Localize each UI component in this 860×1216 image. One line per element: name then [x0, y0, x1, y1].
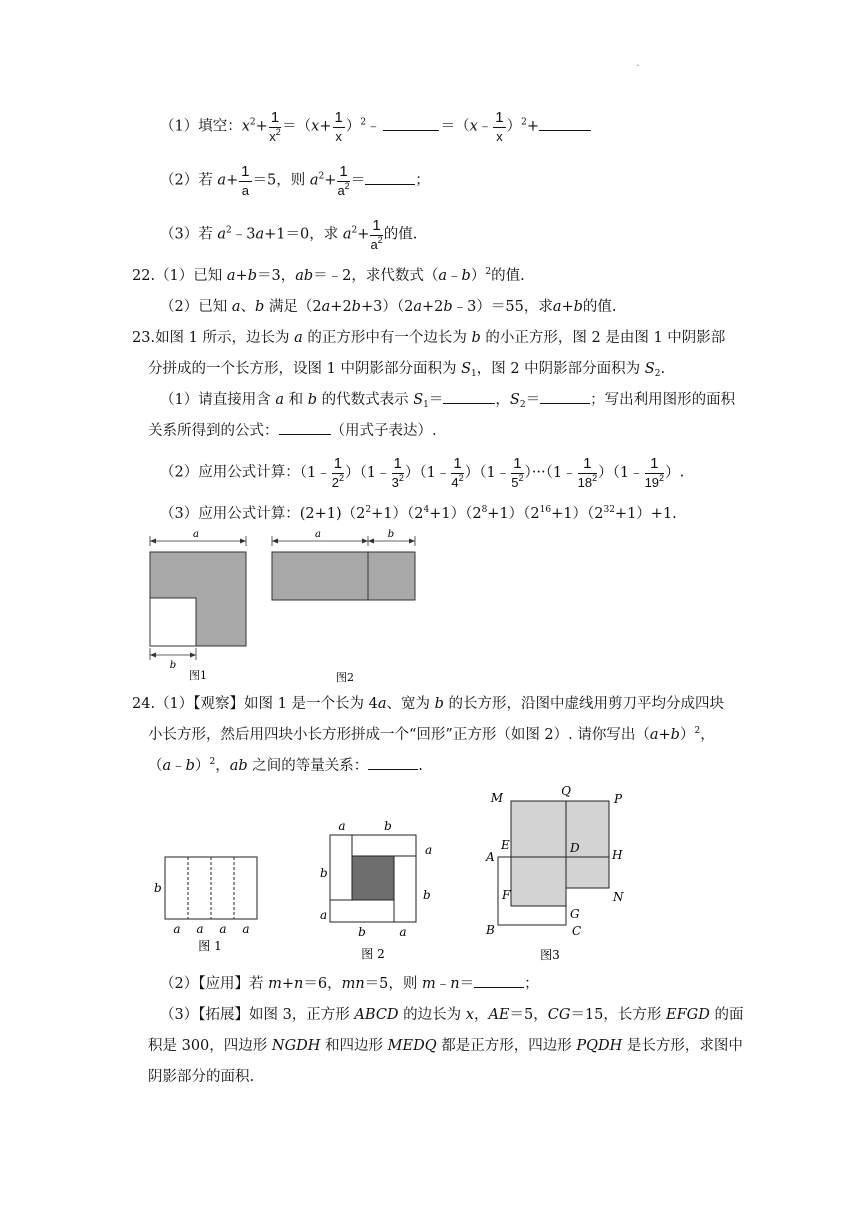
q23-part1: （1）请直接用含 a 和 b 的代数式表示 $S_1=$ ，$S_2=$ ；写出利用图形的面积 — [160, 389, 735, 411]
label-a: a — [196, 922, 204, 936]
q24-part3-line3: 阴影部分的面积. — [148, 1069, 255, 1085]
label-b: b — [423, 888, 431, 902]
point-C: C — [572, 924, 582, 938]
ellipsis: ··· — [531, 464, 546, 481]
point-P: P — [614, 792, 623, 806]
point-D: D — [570, 841, 580, 855]
dim-label-b: b — [387, 529, 395, 540]
product-factor: （1﹣ $\frac{1}{2^2}$ ） — [299, 455, 360, 490]
label-a: a — [320, 908, 328, 922]
q24-part1: 24.（1）【观察】如图 1 是一个长为 4a、宽为 b 的长方形，沿图中虚线用剪刀平均分成四块 — [132, 696, 724, 712]
q22-part1: 22.（1）已知 a+b＝3，ab＝﹣2，求代数式（a﹣b）$^2$的值. — [132, 267, 525, 284]
fraction: $\frac{1}{a^2}$ — [337, 163, 350, 198]
header-dot: . — [636, 56, 640, 69]
q23-fig1 — [150, 529, 246, 682]
point-G: G — [570, 907, 580, 921]
fraction: $\frac{1}{5^2}$ — [511, 455, 524, 490]
q22-part2: （2）已知 a、b 满足（2a+2b+3）（2a+2b﹣3）＝55，求a+b的值. — [160, 299, 617, 315]
label-a: a — [338, 819, 346, 833]
fraction: $\frac{1}{x^2}$ — [269, 109, 281, 144]
q23-part1-line2: 关系所得到的公式： （用式子表达）. — [148, 420, 437, 442]
point-H: H — [612, 848, 623, 862]
point-M: M — [490, 791, 503, 805]
point-Q: Q — [561, 784, 571, 798]
product-factor: （1﹣ $\frac{1}{4^2}$ ） — [419, 455, 480, 490]
label-a: a — [425, 843, 433, 857]
answer-blank[interactable] — [383, 116, 439, 131]
answer-blank[interactable] — [540, 389, 590, 404]
product-expression: （1﹣ $\frac{1}{2^2}$ ）（1﹣ $\frac{1}{3^2}$ ）（1﹣ $\frac{1}{4^2}$ ）（1﹣ $\frac{1}{5^2}$ ）···（1﹣ $\frac{1}{18^2}$ ）（1﹣ $\frac{1}{19^2}$ ）. — [299, 455, 685, 490]
point-F: F — [502, 888, 511, 902]
product-factor: （1﹣ $\frac{1}{19^2}$ ） — [612, 455, 680, 490]
point-N: N — [613, 890, 624, 904]
dim-label-a: a — [193, 529, 199, 540]
q24-fig1 — [154, 857, 257, 953]
q24-fig3 — [485, 784, 624, 962]
fraction: $\frac{1}{3^2}$ — [391, 455, 404, 490]
q23-part2: （2）应用公式计算：（1﹣ $\frac{1}{2^2}$ ）（1﹣ $\frac{1}{3^2}$ ）（1﹣ $\frac{1}{4^2}$ ）（1﹣ $\frac{1}{5^2}$ ）···（1﹣ $\frac{1}{18^2}$ ）（1﹣ $\frac{1}{19^2}$ ）. — [160, 455, 685, 490]
point-B: B — [486, 923, 495, 937]
q21-part2: （2）若 a+ $\frac{1}{a}$ ＝5，则 $a^2+$ $\frac{1}{a^2}$ ＝ ； — [160, 163, 430, 198]
q24-part3-line2: 积是 300，四边形 NGDH 和四边形 MEDQ 都是正方形，四边形 PQDH 是长方形，求图中 — [148, 1038, 743, 1054]
answer-blank[interactable] — [474, 973, 524, 988]
answer-blank[interactable] — [365, 170, 415, 185]
answer-blank[interactable] — [368, 755, 418, 770]
dim-label-a: a — [315, 529, 321, 540]
label-b: b — [154, 881, 162, 895]
fig2-caption: 图2 — [336, 671, 354, 684]
label-b: b — [320, 866, 328, 880]
label-a: a — [219, 922, 227, 936]
label-b: b — [384, 819, 392, 833]
fig1-caption: 图 1 — [198, 939, 222, 953]
dim-label-b: b — [169, 660, 177, 671]
label-a: a — [173, 922, 181, 936]
q24-part2: （2）【应用】若 m+n＝6，mn＝5，则 m﹣n＝ ； — [160, 973, 539, 995]
q24-part1-line3: （a﹣b）$^2$，ab 之间的等量关系： . — [148, 757, 423, 774]
label-a: a — [399, 925, 407, 939]
q23-fig2 — [272, 529, 415, 684]
fig1-caption: 图1 — [189, 669, 207, 682]
q23-part3: （3）应用公式计算：$(2+1)(2^2+1)(2^4+1)(2^8+1)(2^{16}+1)(2^{32}+1)+1$. — [160, 505, 677, 522]
q24-figures — [140, 782, 640, 972]
q21-part1: （1）填空：$x^2+$ $\frac{1}{x^2}$ ＝（x+ $\frac{1}{x}$ ）$^2$﹣ ＝（x﹣ $\frac{1}{x}$ ）$^2$+ — [160, 110, 591, 143]
q21-part3: （3）若 $a^2﹣3a+1=0$，求 $a^2+$ $\frac{1}{a^2}$ 的值. — [160, 217, 418, 252]
label-b: b — [358, 925, 366, 939]
fraction: $\frac{1}{18^2}$ — [577, 455, 598, 490]
label-a: a — [242, 922, 250, 936]
point-E: E — [501, 838, 510, 852]
q23-intro-line1: 23.如图 1 所示，边长为 a 的正方形中有一个边长为 b 的小正方形，图 2 是由图 1 中阴影部 — [132, 330, 726, 346]
product-factor: （1﹣ $\frac{1}{18^2}$ ） — [545, 455, 613, 490]
fraction: $\frac{1}{4^2}$ — [451, 455, 464, 490]
product-factor: （1﹣ $\frac{1}{3^2}$ ） — [359, 455, 420, 490]
product-factor: （1﹣ $\frac{1}{5^2}$ ） — [479, 455, 532, 490]
answer-blank[interactable] — [443, 389, 495, 404]
answer-blank[interactable] — [279, 420, 331, 435]
q24-part3: （3）【拓展】如图 3，正方形 ABCD 的边长为 x，AE＝5，CG＝15，长方形 EFGD 的面 — [160, 1007, 744, 1023]
q23-intro-line2: 分拼成的一个长方形，设图 1 中阴影部分面积为 $S_1$，图 2 中阴影部分面积为 $S_2$. — [148, 361, 666, 379]
fig2-caption: 图 2 — [361, 947, 385, 961]
fig3-caption: 图3 — [540, 948, 560, 962]
fraction: $\frac{1}{2^2}$ — [331, 455, 345, 490]
q24-part1-line2: 小长方形，然后用四块小长方形拼成一个“回形”正方形（如图 2）. 请你写出$(a+b)^2$， — [148, 726, 715, 743]
fraction: $\frac{1}{19^2}$ — [644, 455, 665, 490]
point-A: A — [486, 850, 495, 864]
answer-blank[interactable] — [539, 116, 591, 131]
fraction: $\frac{1}{a}$ — [241, 163, 250, 198]
q23-figures — [140, 528, 440, 688]
q24-fig2 — [320, 819, 432, 961]
fraction: $\frac{1}{a^2}$ — [370, 217, 383, 252]
fraction: $\frac{1}{x}$ — [495, 109, 504, 144]
fraction: $\frac{1}{x}$ — [334, 109, 343, 144]
